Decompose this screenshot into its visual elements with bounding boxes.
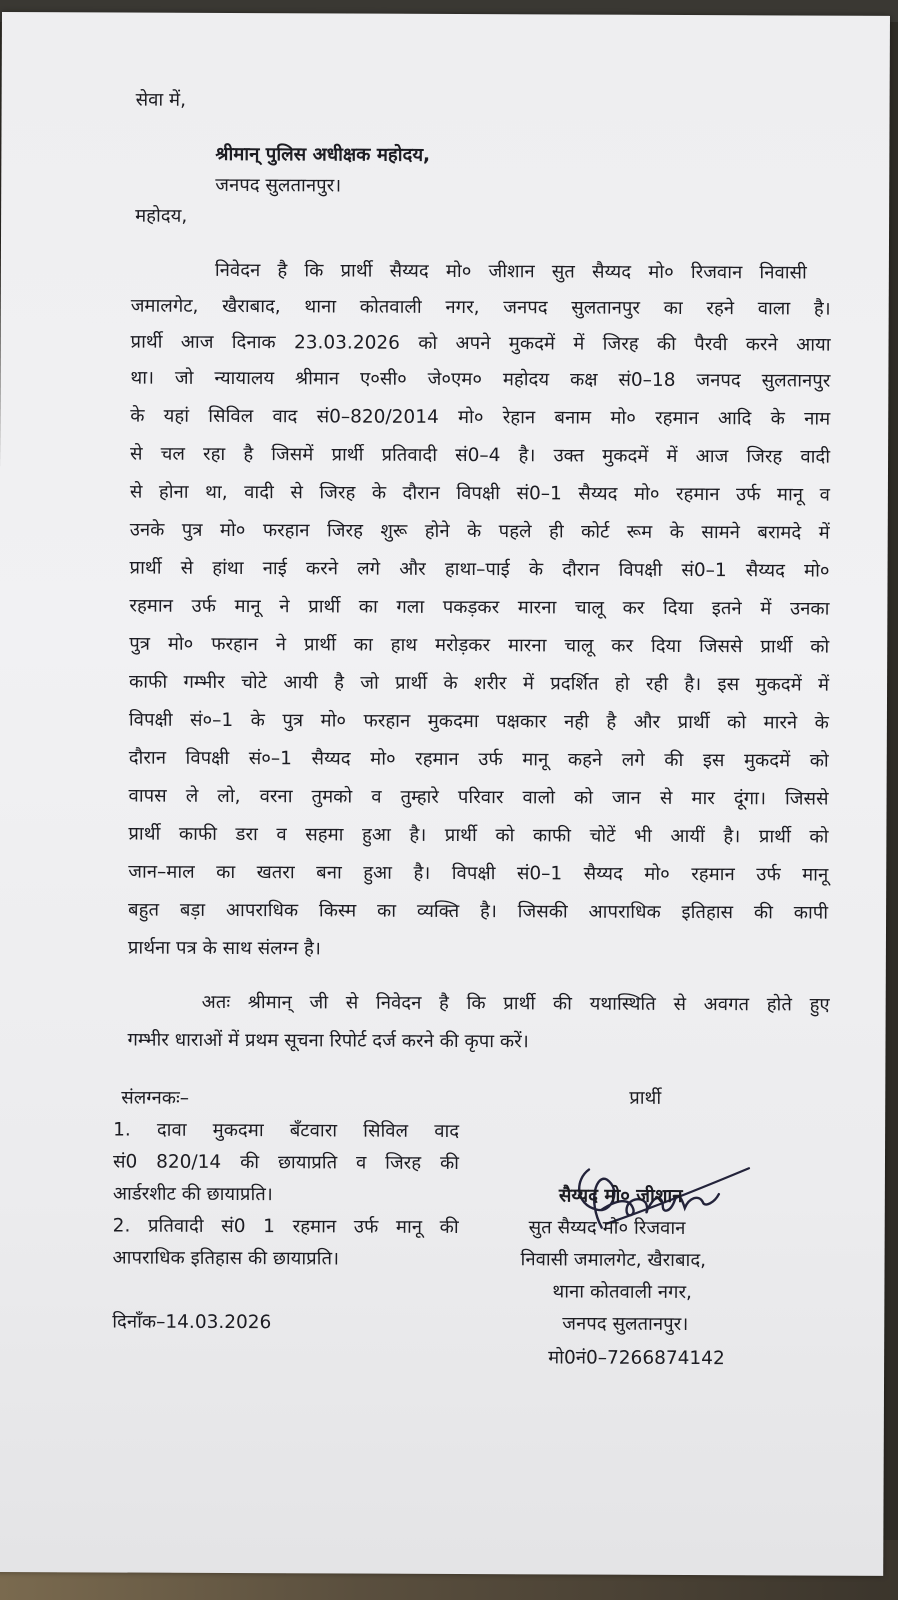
body-line: प्रार्थी काफी डरा व सहमा हुआ है। प्रार्थी को काफी चोटें भी आयीं है। प्रार्थी को: [128, 823, 829, 848]
request-line: गम्भीर धाराओं में प्रथम सूचना रिपोर्ट दर्ज करने की कृपा करें।: [127, 1029, 529, 1053]
body-line: बहुत बड़ा आपराधिक किस्म का व्यक्ति है। जिसकी आपराधिक इतिहास की कापी: [128, 899, 829, 924]
letter-date: दिनाँक–14.03.2026: [112, 1311, 272, 1334]
body-line: प्रार्थी से हांथा नाई करने लगे और हाथा–पाई के दौरान विपक्षी सं0–1 सैय्यद मो०: [129, 557, 830, 582]
body-line: के यहां सिविल वाद सं0–820/2014 मो० रेहान बनाम मो० रहमान आदि के नाम: [130, 405, 831, 430]
applicant-label: प्रार्थी: [629, 1087, 662, 1109]
applicant-mobile: मो0नं0–7266874142: [548, 1347, 725, 1370]
addressee-line-1: श्रीमान् पुलिस अधीक्षक महोदय,: [215, 143, 431, 166]
request-line: अतः श्रीमान् जी से निवेदन है कि प्रार्थी की यथास्थिति से अवगत होते हुए: [201, 991, 830, 1016]
body-line: काफी गम्भीर चोटे आयी है जो प्रार्थी के शरीर में प्रदर्शित हो रही है। इस मुकदमें में: [129, 671, 830, 696]
enclosure-line: सं0 820/14 की छायाप्रति व जिरह की: [112, 1151, 460, 1175]
applicant-name: सैय्यद मो० जीशान: [558, 1185, 683, 1207]
body-line: था। जो न्यायालय श्रीमान ए०सी० जे०एम० महोदय कक्ष सं0–18 जनपद सुलतानपुर: [130, 367, 831, 392]
body-line: जान–माल का खतरा बना हुआ है। विपक्षी सं0–1 सैय्यद मो० रहमान उर्फ मानू: [128, 861, 829, 886]
enclosure-line: 2. प्रतिवादी सं0 1 रहमान उर्फ मानू की: [112, 1215, 459, 1239]
body-line: निवेदन है कि प्रार्थी सैय्यद मो० जीशान सुत सैय्यद मो० रिजवान निवासी: [214, 259, 807, 284]
addressee-line-2: जनपद सुलतानपुर।: [215, 174, 342, 197]
applicant-district: जनपद सुलतानपुर।: [562, 1313, 689, 1336]
body-line: से होना था, वादी से जिरह के दौरान विपक्षी सं0–1 सैय्यद मो० रहमान उर्फ मानू व: [129, 481, 830, 506]
body-line: रहमान उर्फ मानू ने प्रार्थी का गला पकड़कर मारना चालू कर दिया इतने में उनका: [129, 595, 830, 620]
enclosures-heading: संलग्नकः–: [121, 1087, 190, 1109]
body-line: से चल रहा है जिसमें प्रार्थी प्रतिवादी सं0–4 है। उक्त मुकदमें में आज जिरह वादी: [130, 443, 831, 468]
body-line: पुत्र मो० फरहान ने प्रार्थी का हाथ मरोड़कर मारना चालू कर दिया जिससे प्रार्थी को: [129, 633, 830, 658]
greeting: महोदय,: [135, 205, 188, 227]
enclosure-line: 1. दावा मुकदमा बँटवारा सिविल वाद: [113, 1119, 460, 1143]
salutation-to: सेवा में,: [135, 89, 187, 111]
applicant-address: निवासी जमालगेट, खैराबाद,: [520, 1249, 707, 1272]
body-line: विपक्षी सं०–1 के पुत्र मो० फरहान मुकदमा पक्षकार नही है और प्रार्थी को मारने के: [128, 709, 829, 734]
applicant-police-station: थाना कोतवाली नगर,: [552, 1281, 692, 1304]
letter-page: [0, 12, 890, 1576]
body-line: प्रार्थना पत्र के साथ संलग्न है।: [127, 937, 321, 960]
body-line: उनके पुत्र मो० फरहान जिरह शुरू होने के पहले ही कोर्ट रूम के सामने बरामदे में: [129, 519, 830, 544]
body-line: दौरान विपक्षी सं०–1 सैय्यद मो० रहमान उर्फ मानू कहने लगे की इस मुकदमें को: [128, 747, 829, 772]
body-line: प्रार्थी आज दिनाक 23.03.2026 को अपने मुकदमें में जिरह की पैरवी करने आया: [130, 331, 831, 356]
enclosure-line: आर्डरशीट की छायाप्रति।: [112, 1183, 273, 1206]
applicant-father: सुत सैय्यद मो० रिजवान: [528, 1217, 686, 1239]
body-line: वापस ले लो, वरना तुमको व तुम्हारे परिवार वालो को जान से मार दूंगा। जिससे: [128, 785, 829, 810]
body-line: जमालगेट, खैराबाद, थाना कोतवाली नगर, जनपद सुलतानपुर का रहने वाला है।: [130, 295, 831, 320]
enclosure-line: आपराधिक इतिहास की छायाप्रति।: [112, 1247, 340, 1270]
